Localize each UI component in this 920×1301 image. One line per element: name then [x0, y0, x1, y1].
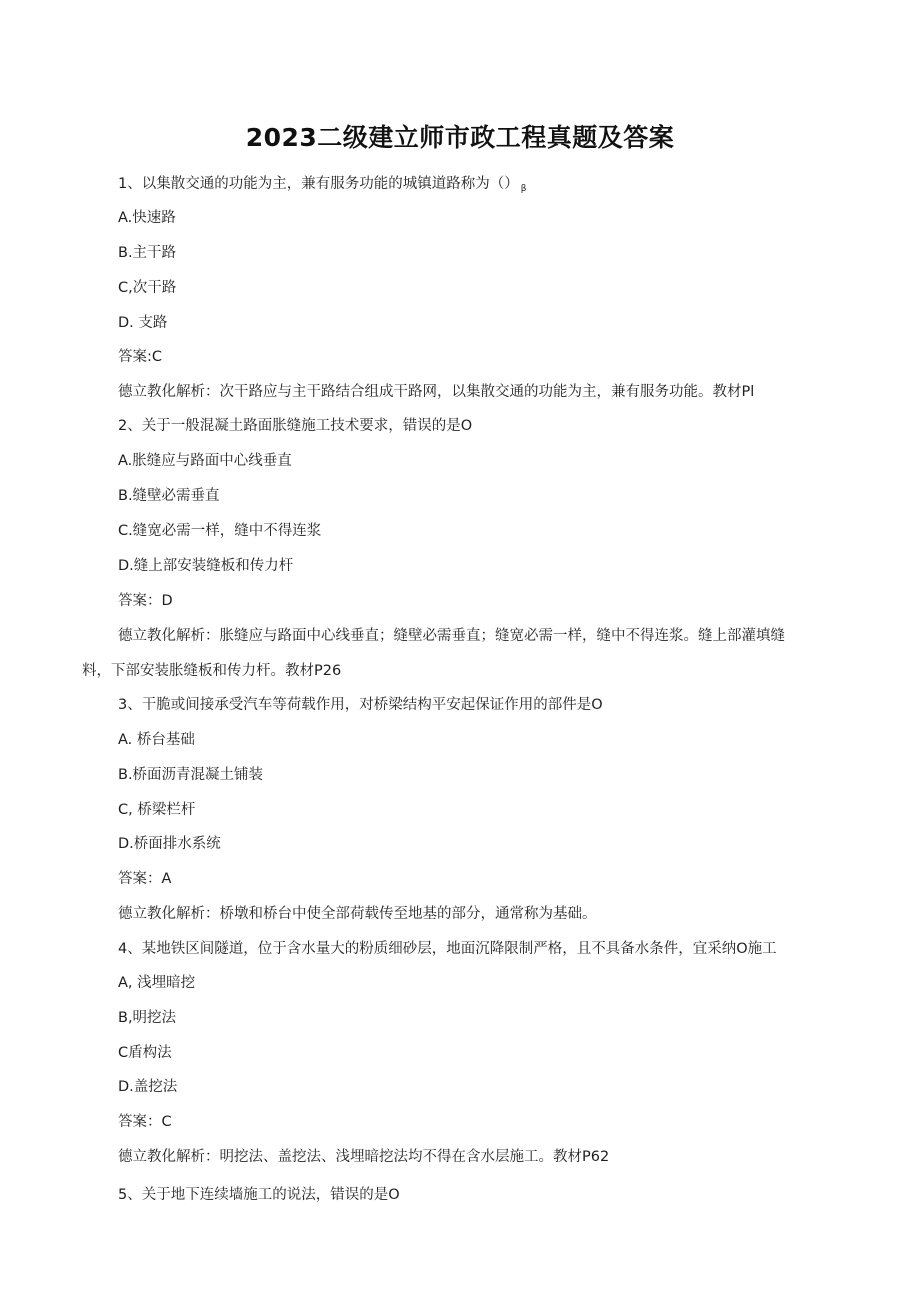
question-1 [118, 174, 526, 199]
q3-answer: 答案：A [118, 871, 172, 887]
q4-analysis: 德立教化解析：明挖法、盖挖法、浅埋暗挖法均不得在含水层施工。教材P62 [118, 1149, 610, 1165]
q3-option-c: C, 桥梁栏杆 [118, 802, 196, 818]
q3-analysis: 德立教化解析：桥墩和桥台中使全部荷载传至地基的部分，通常称为基础。 [118, 906, 597, 922]
q2-option-c: C.缝宽必需一样，缝中不得连浆 [118, 523, 322, 539]
q4-option-c: C盾构法 [118, 1045, 172, 1061]
document-title: 2023二级建立师市政工程真题及答案 [245, 123, 675, 152]
q3-option-b: B.桥面沥青混凝土铺装 [118, 767, 264, 783]
q1-option-c: C,次干路 [118, 280, 177, 296]
q2-analysis-continued: 料，下部安装胀缝板和传力杆。教材P26 [82, 663, 342, 679]
q2-option-a: A.胀缝应与路面中心线垂直 [118, 453, 292, 469]
q4-answer: 答案：C [118, 1114, 172, 1130]
q3-option-a: A. 桥台基础 [118, 732, 195, 748]
q1-option-b: B.主干路 [118, 245, 177, 261]
question-4: 4、某地铁区间隧道，位于含水量大的粉质细砂层，地面沉降限制严格，且不具备水条件，宜采纳O施工 [118, 941, 777, 957]
q1-analysis: 德立教化解析：次干路应与主干路结合组成干路网，以集散交通的功能为主，兼有服务功能。教材Pl [118, 384, 755, 400]
q3-option-d: D.桥面排水系统 [118, 836, 221, 852]
q2-option-b: B.缝壁必需垂直 [118, 488, 220, 504]
q2-answer: 答案：D [118, 593, 173, 609]
q2-analysis: 德立教化解析：胀缝应与路面中心线垂直；缝壁必需垂直；缝宽必需一样，缝中不得连浆。缝上部灌填缝 [118, 628, 785, 644]
q1-option-a: A.快速路 [118, 210, 176, 226]
q4-option-b: B,明挖法 [118, 1010, 177, 1026]
question-3: 3、干脆或间接承受汽车等荷载作用，对桥梁结构平安起保证作用的部件是O [118, 697, 603, 713]
q4-option-a: A, 浅埋暗挖 [118, 975, 196, 991]
question-2: 2、关于一般混凝土路面胀缝施工技术要求，错误的是O [118, 418, 473, 434]
q4-option-d: D.盖挖法 [118, 1079, 178, 1095]
q1-answer: 答案:C [118, 349, 163, 365]
q2-option-d: D.缝上部安装缝板和传力杆 [118, 558, 294, 574]
question-1-text: 1、以集散交通的功能为主，兼有服务功能的城镇道路称为（） [118, 176, 519, 192]
question-5: 5、关于地下连续墙施工的说法，错误的是O [118, 1187, 400, 1203]
q1-option-d: D. 支路 [118, 315, 168, 331]
question-1-mark: β [520, 184, 527, 194]
